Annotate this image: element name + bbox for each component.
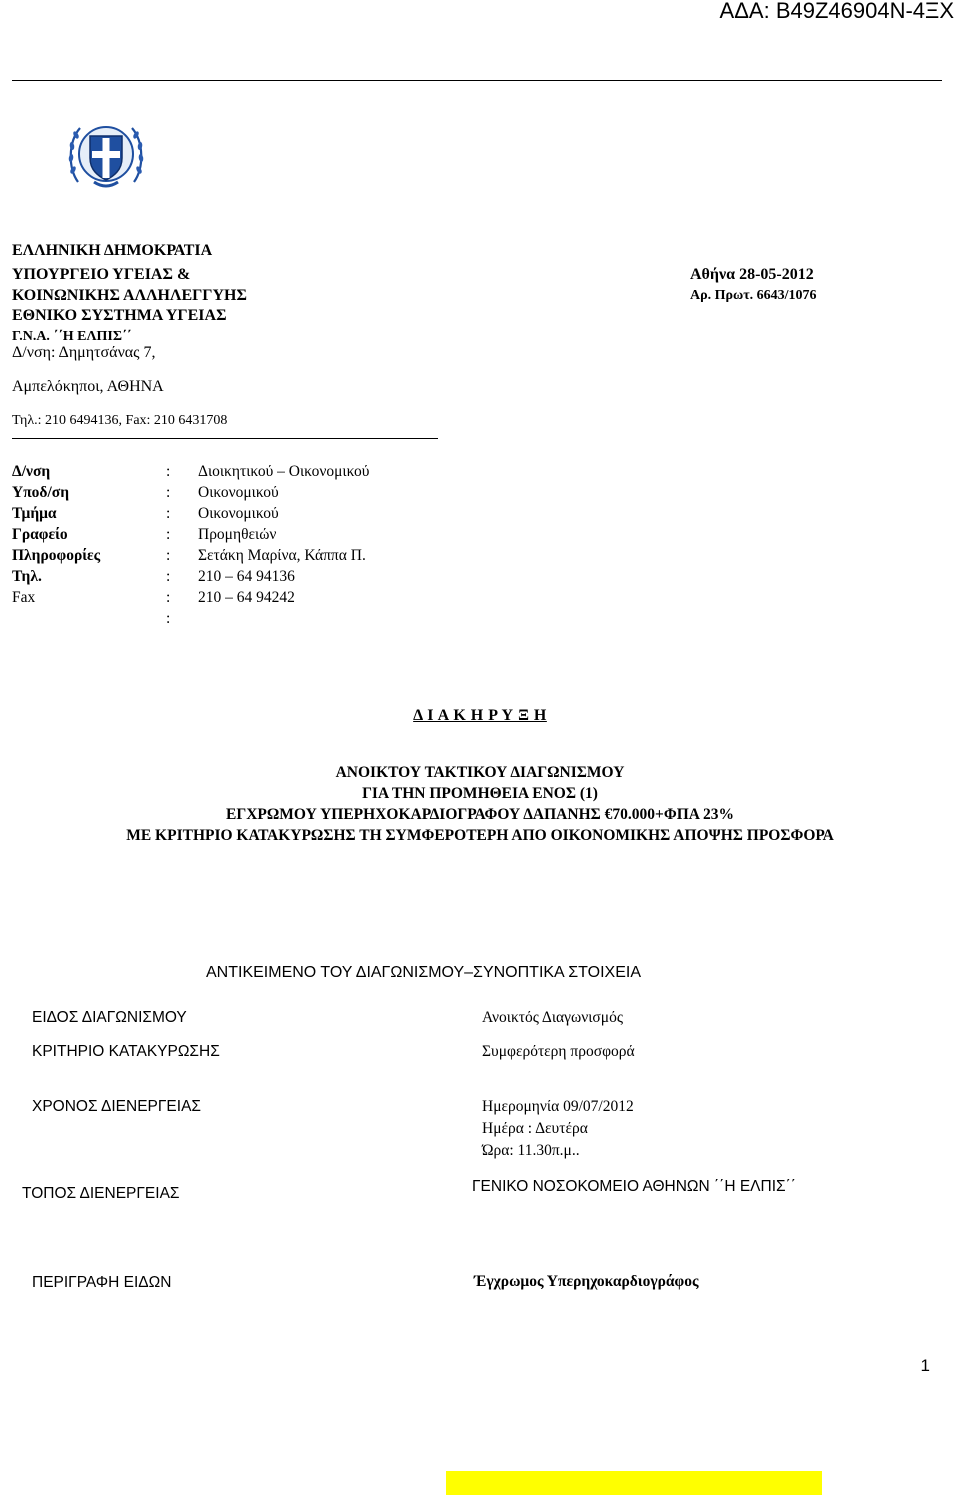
info-colon-empty: : [166, 610, 171, 627]
info-colon: : [166, 568, 171, 585]
info-colon: : [166, 505, 171, 522]
info-value-department: Οικονομικού [198, 505, 279, 522]
info-label-contact: Πληροφορίες [12, 547, 101, 564]
info-value-office: Προμηθειών [198, 526, 277, 543]
ada-code: ΑΔΑ: Β49Ζ46904Ν-4ΞΧ [719, 0, 954, 23]
header-line-3: ΚΟΙΝΩΝΙΚΗΣ ΑΛΛΗΛΕΓΓΥΗΣ [12, 287, 247, 304]
top-rule [12, 80, 942, 81]
phone-fax-line: Τηλ.: 210 6494136, Fax: 210 6431708 [12, 413, 228, 428]
info-label-fax: Fax [12, 589, 36, 606]
conduct-place-value: ΓΕΝΙΚΟ ΝΟΣΟΚΟΜΕΙΟ ΑΘΗΝΩΝ ΄΄Η ΕΛΠΙΣ΄΄ [472, 1178, 796, 1195]
conduct-day-value: Ημέρα : Δευτέρα [482, 1120, 588, 1137]
conduct-place-label: ΤΟΠΟΣ ΔΙΕΝΕΡΓΕΙΑΣ [22, 1185, 180, 1202]
subtitle-line-1: ΑΝΟΙΚΤΟΥ ΤΑΚΤΙΚΟΥ ΔΙΑΓΩΝΙΣΜΟΥ [335, 764, 625, 781]
info-label-office: Γραφείο [12, 526, 68, 543]
conduct-date-value: Ημερομηνία 09/07/2012 [482, 1098, 634, 1115]
header-line-1: ΕΛΛΗΝΙΚΗ ΔΗΜΟΚΡΑΤΙΑ [12, 242, 213, 259]
highlight-bar [446, 1471, 822, 1495]
summary-heading: ΑΝΤΙΚΕΙΜΕΝΟ ΤΟΥ ΔΙΑΓΩΝΙΣΜΟΥ–ΣΥΝΟΠΤΙΚΑ ΣΤΟΙΧΕΙΑ [206, 964, 642, 981]
info-value-subdirectorate: Οικονομικού [198, 484, 279, 501]
document-title: Δ Ι Α Κ Η Ρ Υ Ξ Η [413, 707, 547, 724]
tender-type-label: ΕΙΔΟΣ ΔΙΑΓΩΝΙΣΜΟΥ [32, 1009, 187, 1026]
header-line-4: ΕΘΝΙΚΟ ΣΥΣΤΗΜΑ ΥΓΕΙΑΣ [12, 307, 227, 324]
info-value-fax: 210 – 64 94242 [198, 589, 295, 606]
items-description-value: Έγχρωμος Υπερηχοκαρδιογράφος [474, 1273, 699, 1290]
info-value-directorate: Διοικητικού – Οικονομικού [198, 463, 370, 480]
items-description-label: ΠΕΡΙΓΡΑΦΗ ΕΙΔΩΝ [32, 1274, 172, 1291]
conduct-hour-value: Ώρα: 11.30π.μ.. [482, 1142, 580, 1159]
info-label-phone: Τηλ. [12, 568, 42, 585]
subtitle-line-4: ΜΕ ΚΡΙΤΗΡΙΟ ΚΑΤΑΚΥΡΩΣΗΣ ΤΗ ΣΥΜΦΕΡΟΤΕΡΗ ΑΠΟ ΟΙΚΟΝΟΜΙΚΗΣ ΑΠΟΨΗΣ ΠΡΟΣΦΟΡΑ [126, 827, 834, 844]
info-colon: : [166, 526, 171, 543]
award-criterion-value: Συμφερότερη προσφορά [482, 1043, 635, 1060]
address-line-1: Δ/νση: Δημητσάνας 7, [12, 344, 156, 361]
award-criterion-label: ΚΡΙΤΗΡΙΟ ΚΑΤΑΚΥΡΩΣΗΣ [32, 1043, 220, 1060]
info-label-department: Τμήμα [12, 505, 57, 522]
page-number: 1 [920, 1356, 930, 1375]
header-line-5: Γ.Ν.Α. ΄΄Η ΕΛΠΙΣ΄΄ [12, 329, 132, 344]
address-line-2: Αμπελόκηποι, ΑΘΗΝΑ [12, 378, 164, 395]
header-rule [12, 438, 438, 439]
subtitle-line-2: ΓΙΑ ΤΗΝ ΠΡΟΜΗΘΕΙΑ ΕΝΟΣ (1) [362, 785, 598, 802]
info-colon: : [166, 463, 171, 480]
info-label-directorate: Δ/νση [12, 463, 51, 480]
greek-coat-of-arms-icon [64, 112, 148, 196]
info-label-subdirectorate: Υποδ/ση [12, 484, 70, 501]
info-colon: : [166, 484, 171, 501]
info-value-phone: 210 – 64 94136 [198, 568, 295, 585]
info-colon: : [166, 547, 171, 564]
protocol-number: Αρ. Πρωτ. 6643/1076 [690, 288, 817, 303]
header-line-2: ΥΠΟΥΡΓΕΙΟ ΥΓΕΙΑΣ & [12, 266, 191, 283]
tender-type-value: Ανοικτός Διαγωνισμός [482, 1009, 623, 1026]
info-value-contact: Σετάκη Μαρίνα, Κάππα Π. [198, 547, 366, 564]
subtitle-line-3: ΕΓΧΡΩΜΟΥ ΥΠΕΡΗΧΟΚΑΡΔΙΟΓΡΑΦΟΥ ΔΑΠΑΝΗΣ €70.000+ΦΠΑ 23% [226, 806, 734, 823]
conduct-time-label: ΧΡΟΝΟΣ ΔΙΕΝΕΡΓΕΙΑΣ [32, 1098, 201, 1115]
info-colon: : [166, 589, 171, 606]
document-date: Αθήνα 28-05-2012 [690, 266, 814, 283]
